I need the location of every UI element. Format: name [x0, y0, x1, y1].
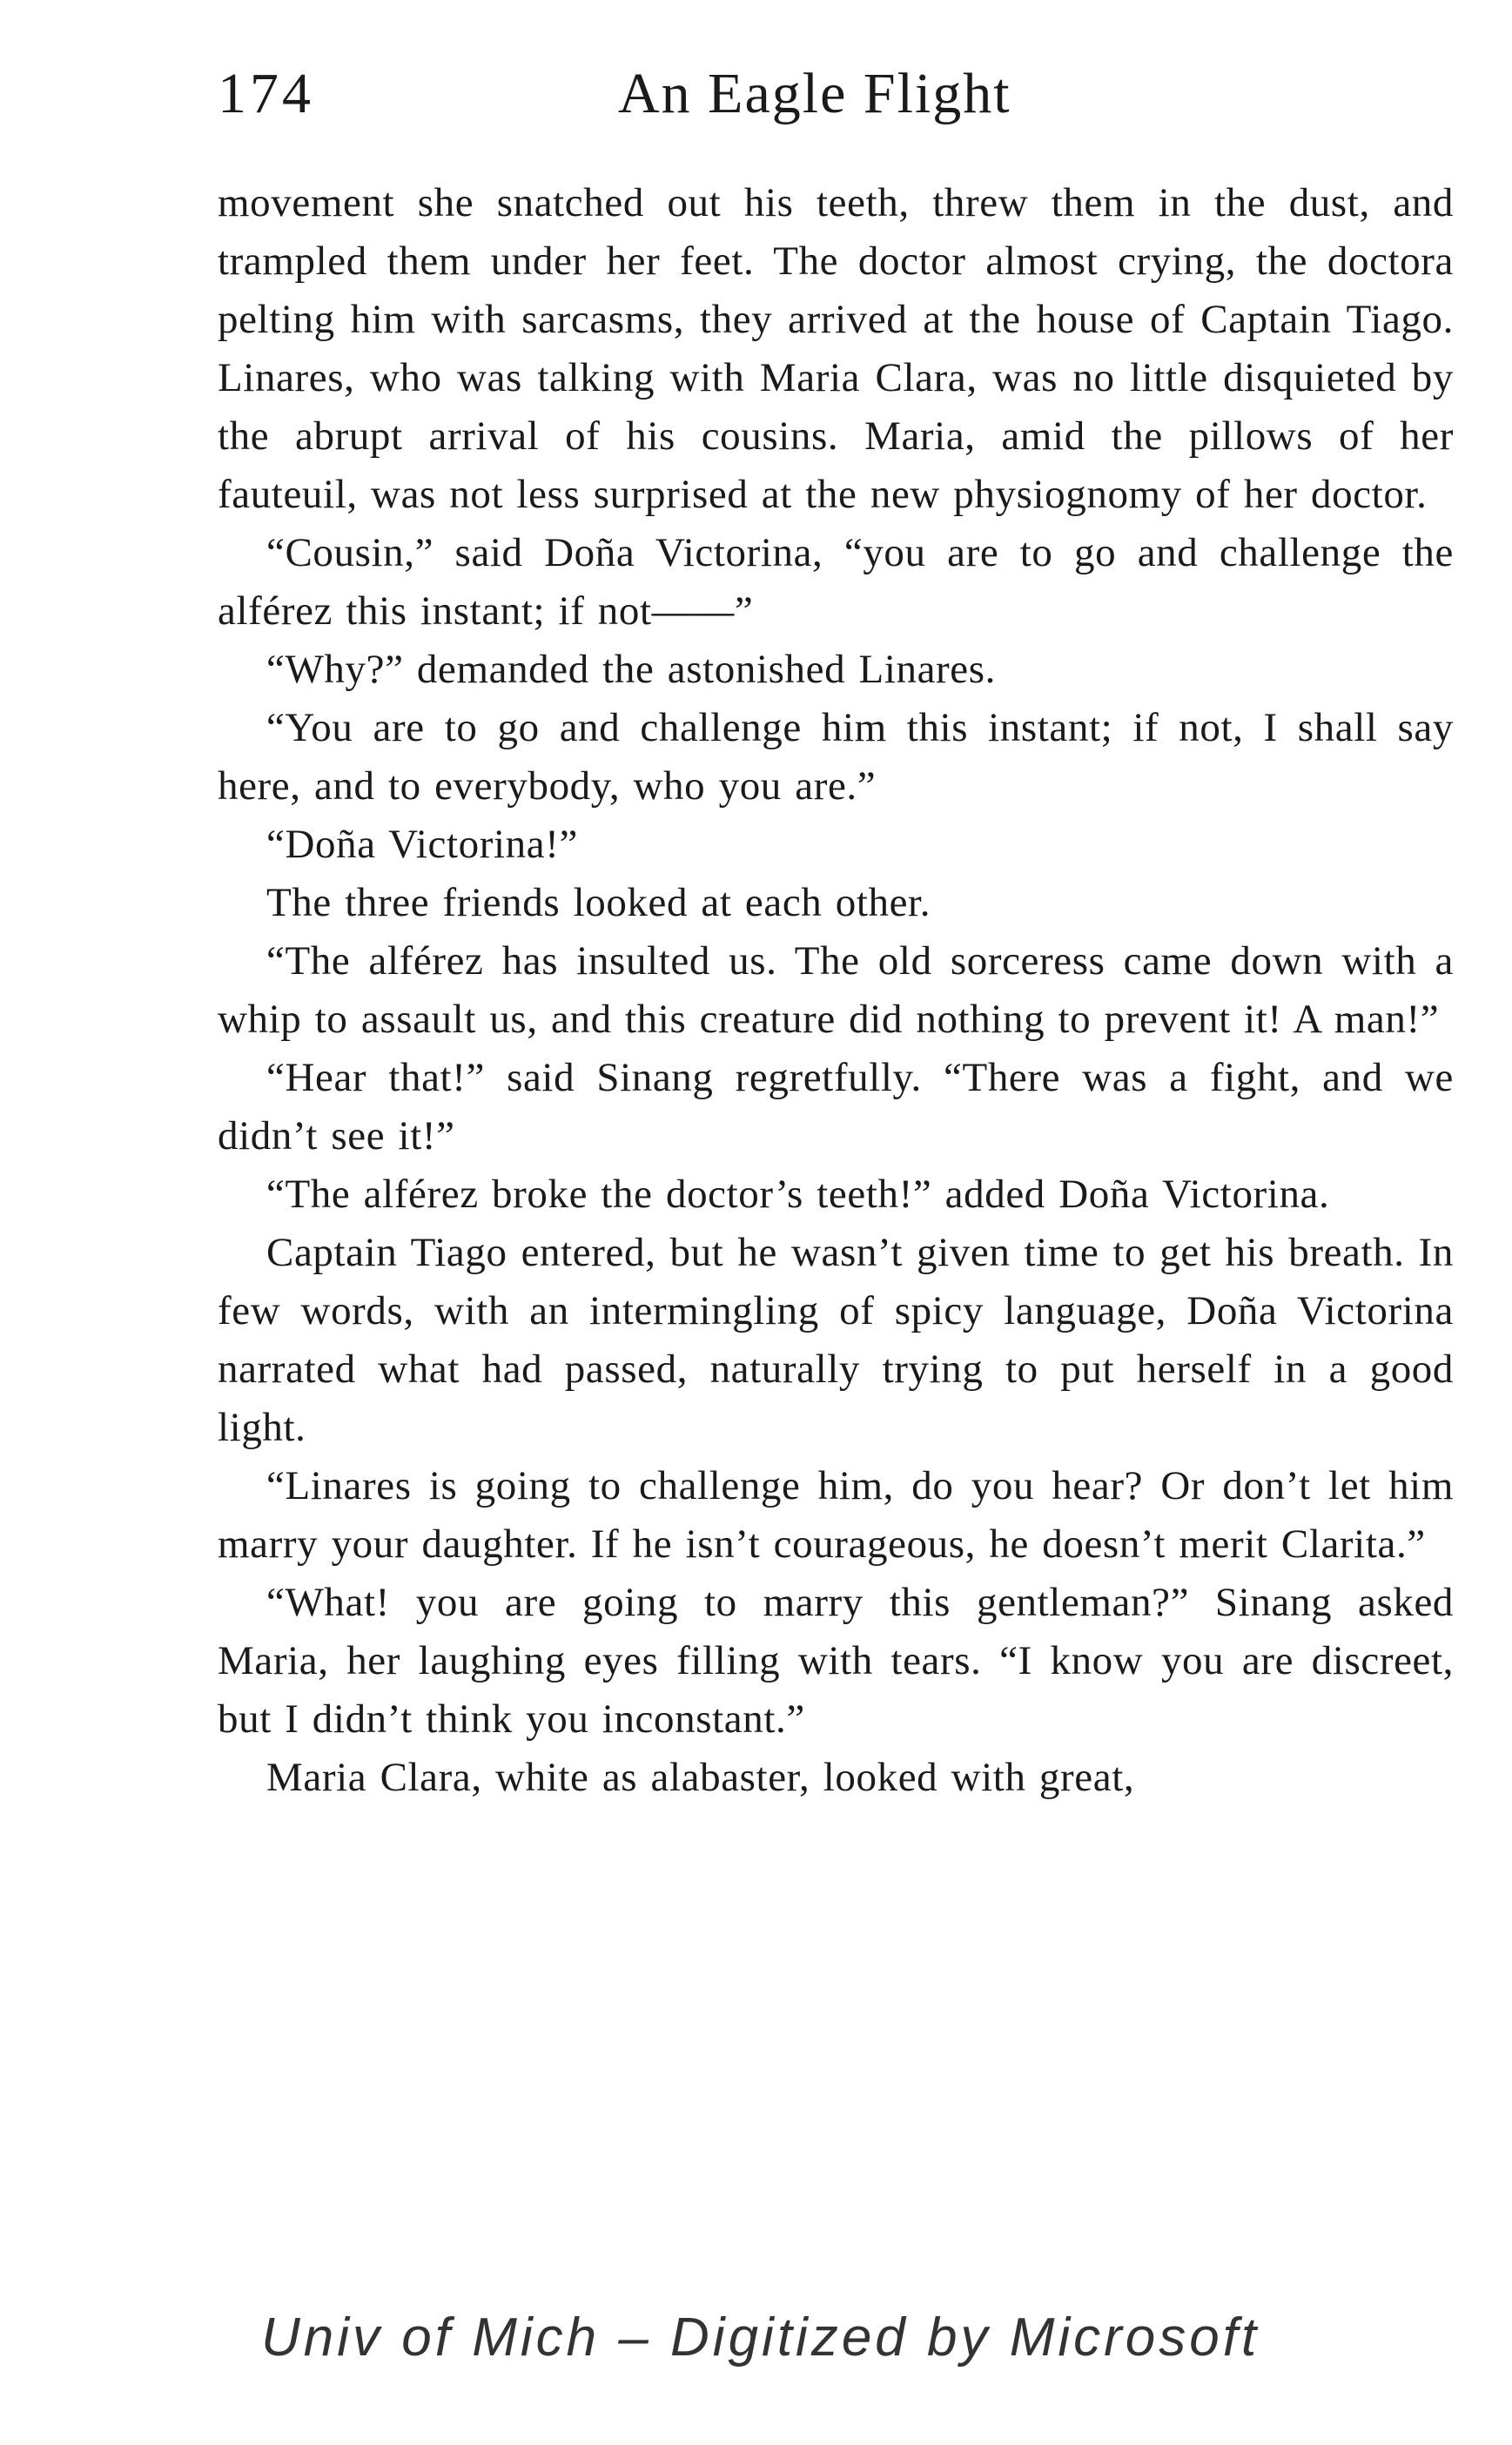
paragraph-1: movement she snatched out his teeth, threw them in the dust, and trampled them under her feet. The doctor almost crying, the doctora pelting him with sarcasms, they arrived at the house of Captain Tiago. Linares, who was talking with Maria Clara, was no little disquieted by the abrupt arrival of his cousins. Maria, amid the pillows of her fauteuil, was not less surprised at the new physiognomy of her doctor.: [218, 180, 1454, 517]
paragraph-8: “Hear that!” said Sinang regretfully. “There was a fight, and we didn’t see it!”: [218, 1055, 1454, 1159]
body-text: [218, 174, 1454, 1807]
page-number: 174: [218, 62, 314, 125]
running-title: An Eagle Flight: [618, 62, 1011, 125]
paragraph-7: “The alférez has insulted us. The old sorceress came down with a whip to assault us, and this creature did nothing to prevent it! A man!”: [218, 938, 1454, 1042]
paragraph-12: “What! you are going to marry this gentleman?” Sinang asked Maria, her laughing eyes filling with tears. “I know you are discreet, but I didn’t think you inconstant.”: [218, 1580, 1454, 1742]
paragraph-3: “Why?” demanded the astonished Linares.: [266, 647, 997, 692]
paragraph-4: “You are to go and challenge him this instant; if not, I shall say here, and to everybody, who you are.”: [218, 705, 1454, 809]
paragraph-9: “The alférez broke the doctor’s teeth!” added Doña Victorina.: [266, 1172, 1330, 1217]
digitization-watermark: Univ of Mich – Digitized by Microsoft: [261, 2307, 1260, 2368]
paragraph-11: “Linares is going to challenge him, do you hear? Or don’t let him marry your daughter. If he isn’t courageous, he doesn’t merit Clarita.”: [218, 1463, 1454, 1567]
paragraph-2: “Cousin,” said Doña Victorina, “you are to go and challenge the alférez this instant; if not——”: [218, 530, 1454, 634]
running-head: [218, 61, 1454, 139]
paragraph-13: Maria Clara, white as alabaster, looked with great,: [266, 1755, 1135, 1800]
paragraph-5: “Doña Victorina!”: [266, 822, 578, 867]
paragraph-6: The three friends looked at each other.: [266, 880, 931, 925]
paragraph-10: Captain Tiago entered, but he wasn’t given time to get his breath. In few words, with an intermingling of spicy language, Doña Victorina narrated what had passed, naturally trying to put herself in a good light.: [218, 1230, 1454, 1450]
